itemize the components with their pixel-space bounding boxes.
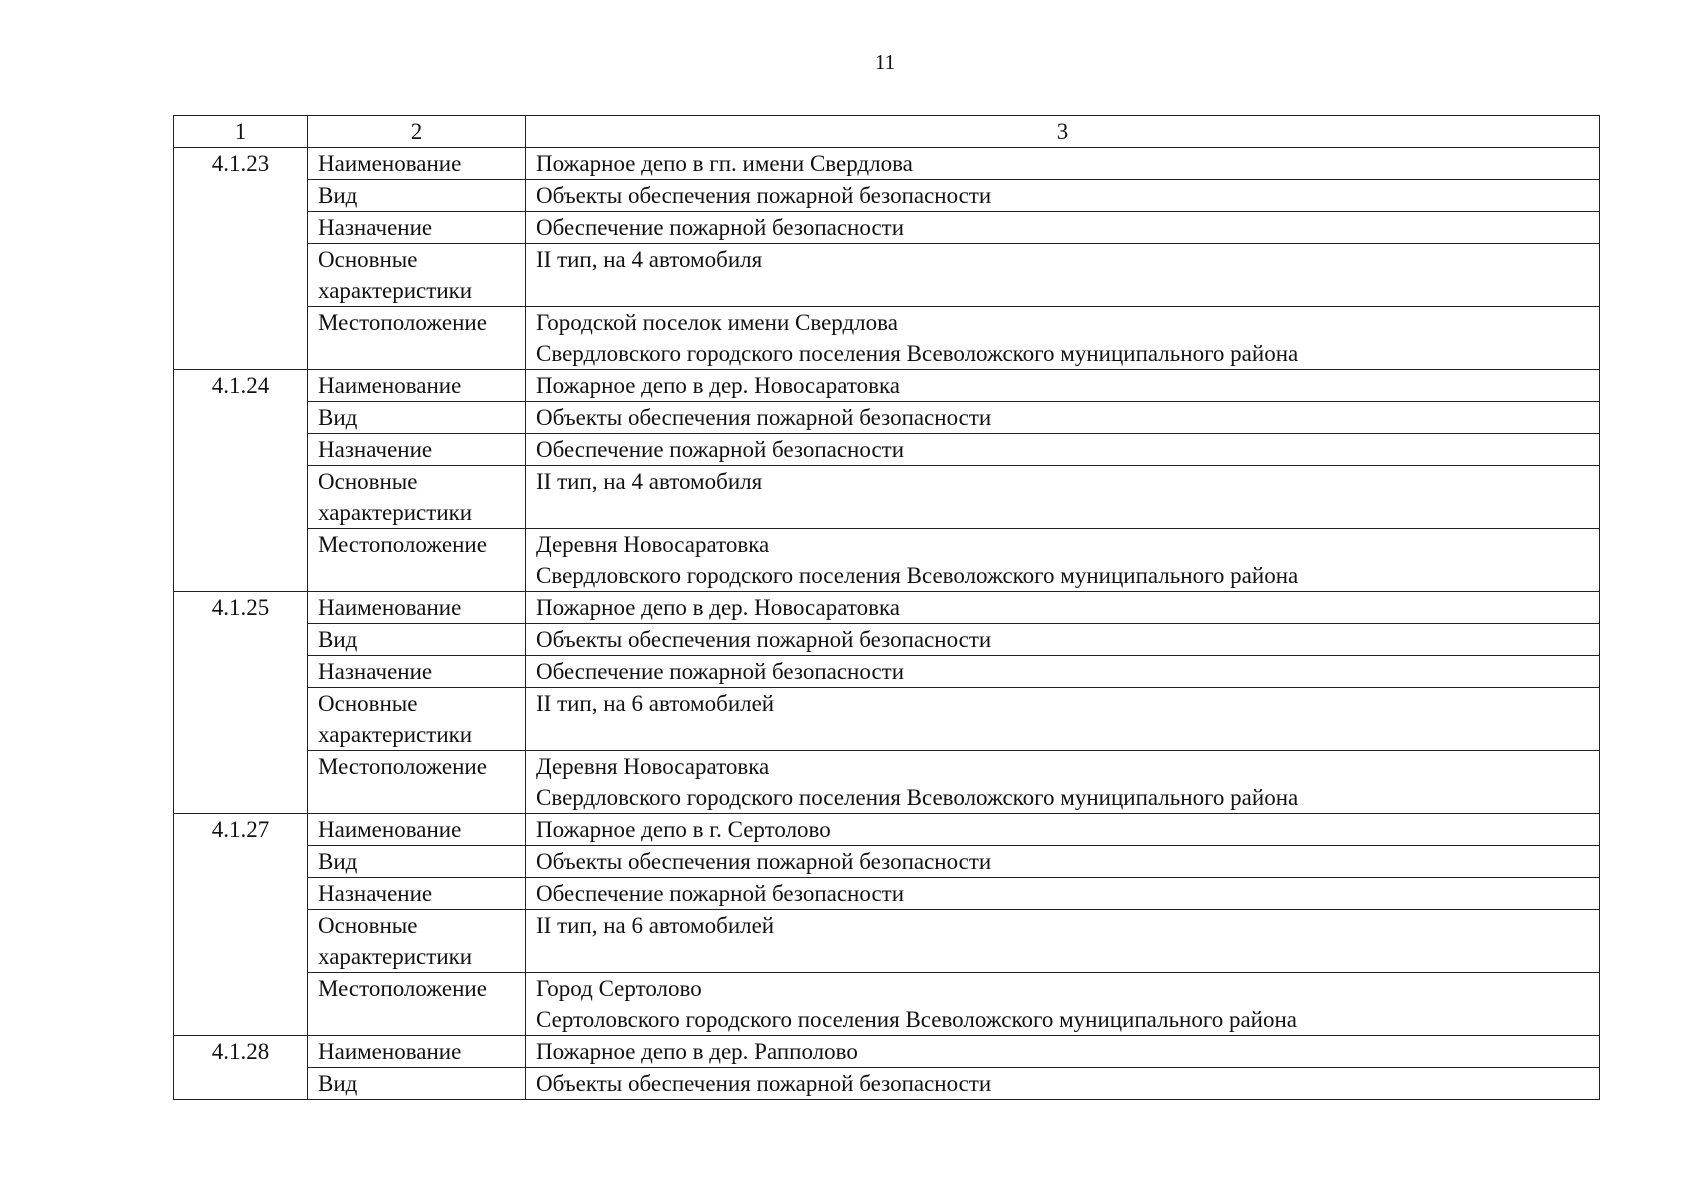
attribute-value-cell <box>526 592 1600 624</box>
value-text-line: Город Сертолово <box>536 976 702 1001</box>
table-row <box>174 402 1600 434</box>
value-text-line: II тип, на 4 автомобиля <box>536 469 763 494</box>
label-text-line: Наименование <box>318 595 462 620</box>
attribute-value-cell <box>526 1068 1600 1100</box>
label-text-line: Наименование <box>318 151 462 176</box>
label-text-line: Назначение <box>318 659 433 684</box>
value-text-line: II тип, на 6 автомобилей <box>536 691 775 716</box>
page-number: 11 <box>874 50 896 74</box>
item-number-cell: 4.1.23 <box>174 148 308 370</box>
value-text-line: Свердловского городского поселения Всеволожского муниципального района <box>536 563 1299 588</box>
table-row <box>174 751 1600 814</box>
table-row <box>174 529 1600 592</box>
table-row <box>174 910 1600 973</box>
label-text-line: Наименование <box>318 1039 462 1064</box>
attribute-value-cell <box>526 148 1600 180</box>
attribute-label-cell <box>308 846 526 878</box>
attribute-label-cell <box>308 592 526 624</box>
label-text-line: Вид <box>318 1071 358 1096</box>
table-row <box>174 1068 1600 1100</box>
attribute-label-cell <box>308 529 526 592</box>
label-text-line: характеристики <box>318 278 473 303</box>
column-header: 1 <box>174 116 308 148</box>
label-text-line: Назначение <box>318 215 433 240</box>
table-row <box>174 1036 1600 1068</box>
attribute-label-cell <box>308 751 526 814</box>
attribute-value-cell <box>526 244 1600 307</box>
table-row <box>174 846 1600 878</box>
value-text-line: II тип, на 6 автомобилей <box>536 913 775 938</box>
attribute-value-cell <box>526 212 1600 244</box>
label-text-line: Вид <box>318 183 358 208</box>
attribute-label-cell <box>308 370 526 402</box>
label-text-line: Основные <box>318 913 418 938</box>
attribute-value-cell <box>526 656 1600 688</box>
value-text-line: Деревня Новосаратовка <box>536 532 770 557</box>
attribute-label-cell <box>308 434 526 466</box>
label-text-line: Основные <box>318 691 418 716</box>
attribute-label-cell <box>308 624 526 656</box>
value-text-line: Объекты обеспечения пожарной безопасности <box>536 849 992 874</box>
label-text-line: Местоположение <box>318 310 487 335</box>
value-text-line: Пожарное депо в дер. Новосаратовка <box>536 373 901 398</box>
table-row <box>174 370 1600 402</box>
attribute-label-cell <box>308 212 526 244</box>
attribute-label-cell <box>308 244 526 307</box>
table-row <box>174 624 1600 656</box>
value-text-line: Пожарное депо в дер. Новосаратовка <box>536 595 901 620</box>
attribute-label-cell <box>308 1036 526 1068</box>
label-text-line: характеристики <box>318 500 473 525</box>
table-row <box>174 656 1600 688</box>
attribute-value-cell <box>526 307 1600 370</box>
value-text-line: Обеспечение пожарной безопасности <box>536 437 905 462</box>
table-header-row <box>174 116 1600 148</box>
value-text-line: Городской поселок имени Свердлова <box>536 310 898 335</box>
item-number-cell: 4.1.24 <box>174 370 308 592</box>
objects-table <box>173 115 1600 1100</box>
attribute-label-cell <box>308 814 526 846</box>
table-row <box>174 814 1600 846</box>
label-text-line: Вид <box>318 627 358 652</box>
table-row <box>174 244 1600 307</box>
label-text-line: характеристики <box>318 944 473 969</box>
item-number-cell: 4.1.27 <box>174 814 308 1036</box>
attribute-label-cell <box>308 973 526 1036</box>
attribute-value-cell <box>526 688 1600 751</box>
attribute-label-cell <box>308 688 526 751</box>
column-header: 3 <box>526 116 1600 148</box>
attribute-value-cell <box>526 751 1600 814</box>
label-text-line: Местоположение <box>318 532 487 557</box>
value-text-line: Пожарное депо в г. Сертолово <box>536 817 831 842</box>
table-row <box>174 434 1600 466</box>
value-text-line: Пожарное депо в гп. имени Свердлова <box>536 151 913 176</box>
attribute-label-cell <box>308 466 526 529</box>
value-text-line: Свердловского городского поселения Всеволожского муниципального района <box>536 785 1299 810</box>
column-header: 2 <box>308 116 526 148</box>
table-row <box>174 307 1600 370</box>
attribute-value-cell <box>526 973 1600 1036</box>
table-row <box>174 180 1600 212</box>
value-text-line: Объекты обеспечения пожарной безопасности <box>536 1071 992 1096</box>
label-text-line: Основные <box>318 469 418 494</box>
attribute-value-cell <box>526 529 1600 592</box>
table-row <box>174 592 1600 624</box>
value-text-line: Свердловского городского поселения Всеволожского муниципального района <box>536 341 1299 366</box>
attribute-label-cell <box>308 878 526 910</box>
label-text-line: Назначение <box>318 437 433 462</box>
attribute-value-cell <box>526 878 1600 910</box>
attribute-value-cell <box>526 180 1600 212</box>
attribute-value-cell <box>526 910 1600 973</box>
label-text-line: Назначение <box>318 881 433 906</box>
attribute-value-cell <box>526 434 1600 466</box>
attribute-label-cell <box>308 910 526 973</box>
value-text-line: Пожарное депо в дер. Рапполово <box>536 1039 858 1064</box>
table-row <box>174 466 1600 529</box>
value-text-line: Обеспечение пожарной безопасности <box>536 659 905 684</box>
table-row <box>174 878 1600 910</box>
attribute-value-cell <box>526 846 1600 878</box>
attribute-label-cell <box>308 1068 526 1100</box>
value-text-line: Сертоловского городского поселения Всеволожского муниципального района <box>536 1007 1298 1032</box>
table-row <box>174 973 1600 1036</box>
item-number-cell: 4.1.28 <box>174 1036 308 1100</box>
table-row <box>174 212 1600 244</box>
attribute-label-cell <box>308 656 526 688</box>
attribute-value-cell <box>526 370 1600 402</box>
value-text-line: II тип, на 4 автомобиля <box>536 247 763 272</box>
attribute-value-cell <box>526 624 1600 656</box>
value-text-line: Объекты обеспечения пожарной безопасности <box>536 183 992 208</box>
value-text-line: Объекты обеспечения пожарной безопасности <box>536 405 992 430</box>
attribute-value-cell <box>526 814 1600 846</box>
item-number-cell: 4.1.25 <box>174 592 308 814</box>
table-row <box>174 148 1600 180</box>
label-text-line: Местоположение <box>318 754 487 779</box>
value-text-line: Обеспечение пожарной безопасности <box>536 881 905 906</box>
attribute-value-cell <box>526 1036 1600 1068</box>
label-text-line: Местоположение <box>318 976 487 1001</box>
table-row <box>174 688 1600 751</box>
attribute-label-cell <box>308 148 526 180</box>
label-text-line: Вид <box>318 405 358 430</box>
attribute-label-cell <box>308 307 526 370</box>
value-text-line: Объекты обеспечения пожарной безопасности <box>536 627 992 652</box>
table-body <box>174 116 1600 1100</box>
label-text-line: Наименование <box>318 817 462 842</box>
value-text-line: Обеспечение пожарной безопасности <box>536 215 905 240</box>
label-text-line: Наименование <box>318 373 462 398</box>
label-text-line: Вид <box>318 849 358 874</box>
attribute-value-cell <box>526 402 1600 434</box>
label-text-line: характеристики <box>318 722 473 747</box>
attribute-value-cell <box>526 466 1600 529</box>
attribute-label-cell <box>308 402 526 434</box>
label-text-line: Основные <box>318 247 418 272</box>
attribute-label-cell <box>308 180 526 212</box>
value-text-line: Деревня Новосаратовка <box>536 754 770 779</box>
